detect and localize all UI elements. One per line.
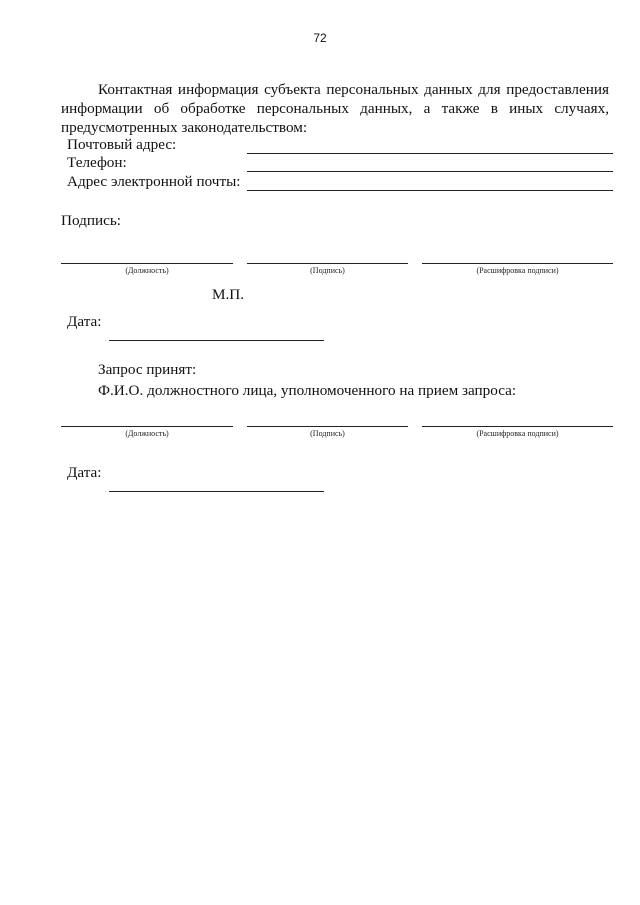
official-name-label: Ф.И.О. должностного лица, уполномоченного на прием запроса: <box>98 382 517 399</box>
position-caption-1: (Должность) <box>125 266 169 275</box>
request-accepted-label: Запрос принят: <box>98 361 197 378</box>
date-label-1: Дата: <box>67 313 102 330</box>
email-label: Адрес электронной почты: <box>67 173 241 190</box>
signature-caption-1: (Подпись) <box>310 266 345 275</box>
signature-line-2[interactable] <box>247 426 408 427</box>
decoding-caption-1: (Расшифровка подписи) <box>476 266 559 275</box>
email-line[interactable] <box>247 190 613 191</box>
phone-line[interactable] <box>247 171 613 172</box>
postal-address-line[interactable] <box>247 153 613 154</box>
postal-address-label: Почтовый адрес: <box>67 136 177 153</box>
intro-text: Контактная информация субъекта персональных данных для предоставления информации об обработке персональных данных, а также в иных случаях, предусмотренных законодательством: <box>61 81 609 136</box>
phone-label: Телефон: <box>67 154 127 171</box>
signature-label: Подпись: <box>61 212 121 229</box>
position-caption-2: (Должность) <box>125 429 169 438</box>
decoding-line-1[interactable] <box>422 263 613 264</box>
position-line-1[interactable] <box>61 263 233 264</box>
date-label-2: Дата: <box>67 464 102 481</box>
date-line-2[interactable] <box>109 491 324 492</box>
date-line-1[interactable] <box>109 340 324 341</box>
decoding-line-2[interactable] <box>422 426 613 427</box>
position-line-2[interactable] <box>61 426 233 427</box>
signature-line-1[interactable] <box>247 263 408 264</box>
page-number: 72 <box>313 31 327 45</box>
intro-paragraph <box>61 80 609 137</box>
stamp-placeholder: М.П. <box>212 286 245 303</box>
decoding-caption-2: (Расшифровка подписи) <box>476 429 559 438</box>
signature-caption-2: (Подпись) <box>310 429 345 438</box>
